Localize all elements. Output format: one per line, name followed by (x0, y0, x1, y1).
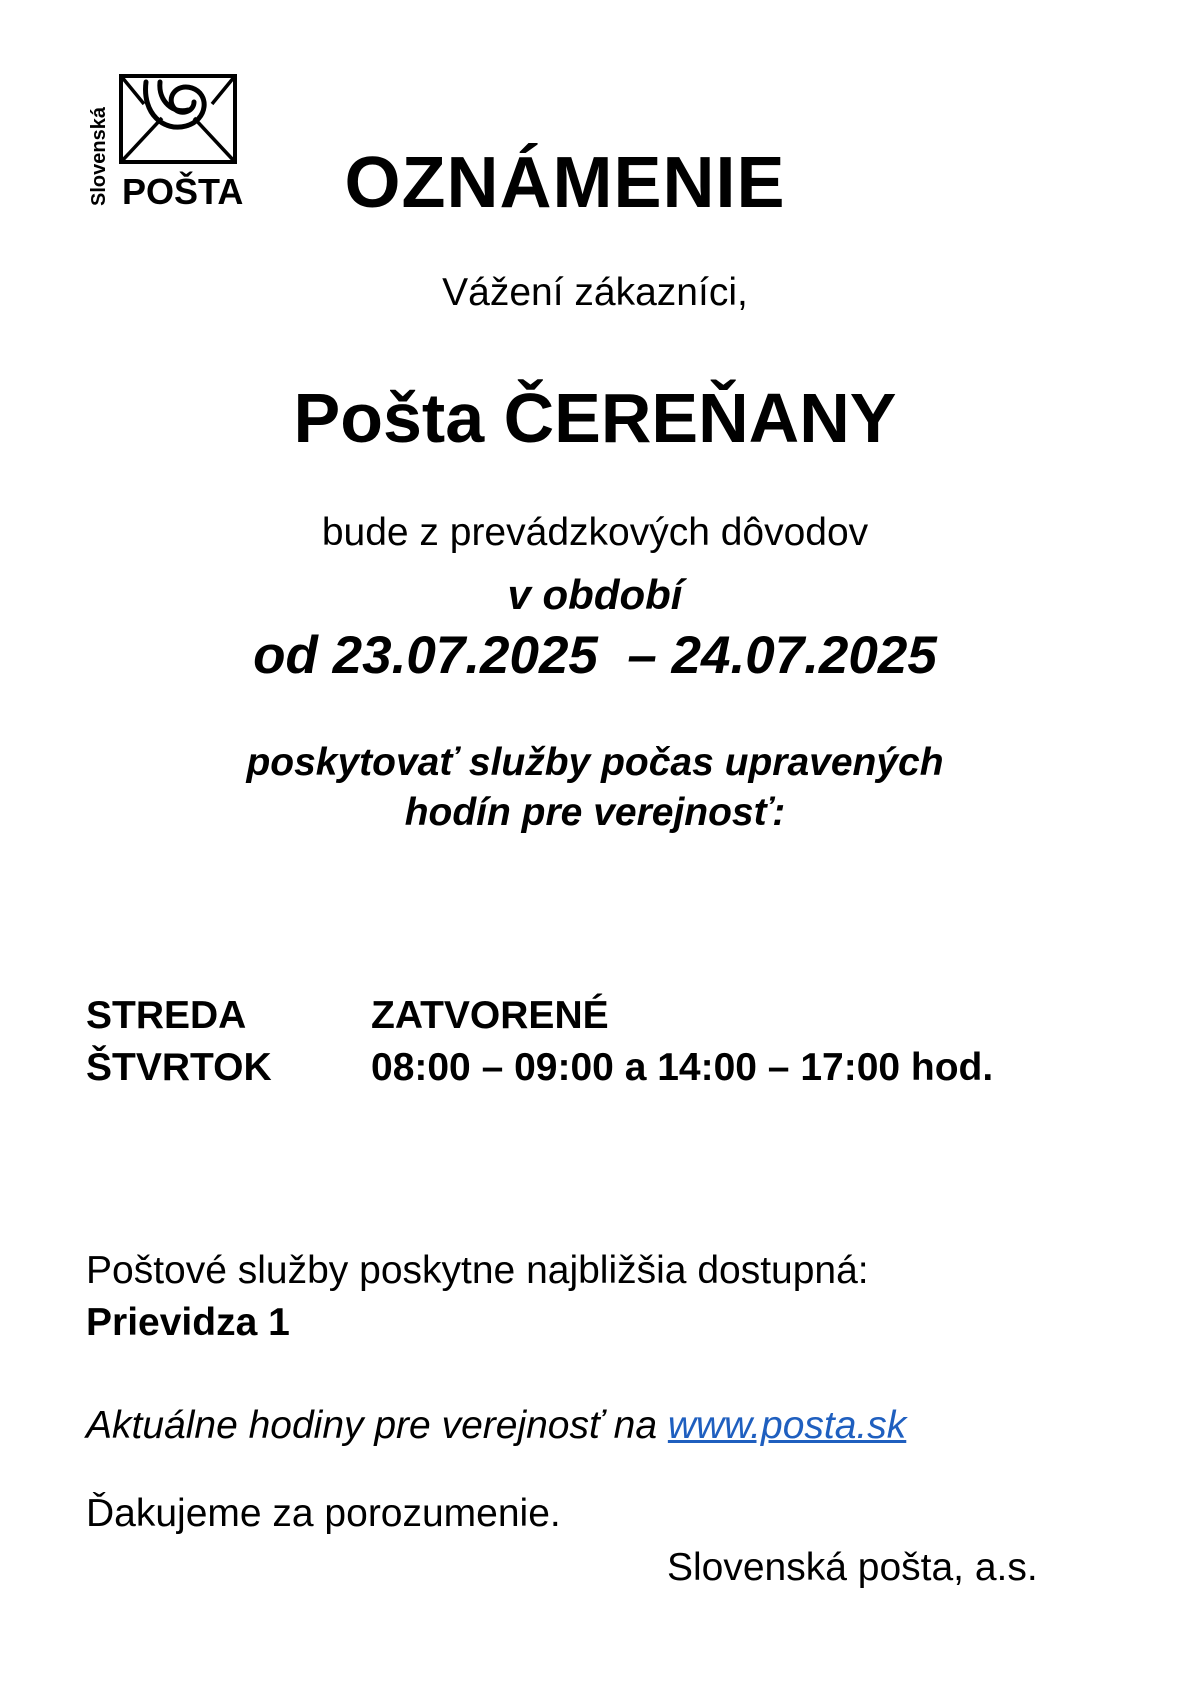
page-title-text: OZNÁMENIE (344, 143, 786, 223)
logo-brand-horizontal: POŠTA (122, 171, 244, 208)
service-notice (0, 738, 1190, 838)
schedule-row-wednesday (86, 990, 993, 1042)
schedule-hours: ZATVORENÉ (371, 994, 609, 1037)
page-title (0, 140, 1130, 226)
schedule-row-thursday (86, 1042, 993, 1094)
service-notice-line-2: hodín pre verejnosť: (404, 791, 786, 834)
hours-note-text: Aktuálne hodiny pre verejnosť na (86, 1404, 668, 1447)
date-range: od 23.07.2025 – 24.07.2025 (253, 626, 937, 685)
period-label: v období (507, 571, 683, 618)
posta-website-link[interactable]: www.posta.sk (667, 1404, 907, 1447)
schedule-hours: 08:00 – 09:00 a 14:00 – 17:00 hod. (371, 1046, 994, 1089)
logo-brand-vertical: Slovenská (88, 107, 110, 206)
hours-note (86, 1400, 906, 1452)
schedule-table (86, 990, 993, 1094)
office-name: Pošta ČEREŇANY (293, 379, 897, 457)
alternative-office-text: Poštové služby poskytne najbližšia dostupná: (86, 1249, 869, 1292)
thanks-text: Ďakujeme za porozumenie. (86, 1492, 561, 1535)
greeting: Vážení zákazníci, (442, 271, 748, 314)
schedule-day: ŠTVRTOK (86, 1046, 272, 1089)
closure-reason: bude z prevádzkových dôvodov (321, 511, 869, 554)
service-notice-line-1: poskytovať služby počas upravených (246, 741, 944, 784)
schedule-day: STREDA (86, 994, 247, 1037)
signature: Slovenská pošta, a.s. (667, 1546, 1038, 1589)
alternative-office-name: Prievidza 1 (86, 1301, 290, 1344)
